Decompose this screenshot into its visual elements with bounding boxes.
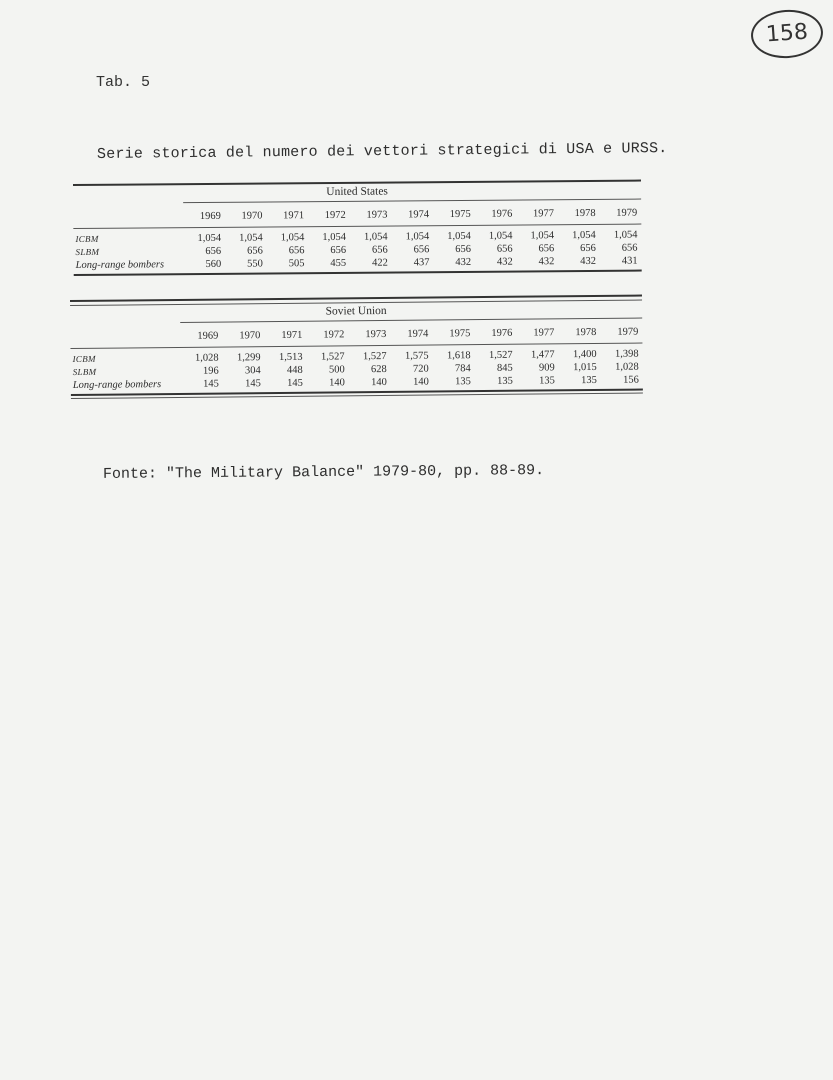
year-header: 1971 — [283, 210, 305, 222]
table-cell: 437 — [413, 257, 430, 269]
table-cell: 145 — [245, 378, 261, 390]
table-cell: 656 — [330, 244, 347, 256]
table-body — [73, 225, 641, 274]
table-cell: 656 — [205, 245, 222, 257]
table-cell: 1,575 — [404, 350, 429, 362]
year-header: 1974 — [408, 209, 430, 221]
row-label: ICBM — [75, 233, 99, 244]
table-cell: 145 — [287, 377, 303, 389]
year-header: 1978 — [575, 326, 597, 339]
page-number-circled: 158 — [749, 8, 824, 61]
row-label: SLBM — [75, 246, 100, 257]
table-cell: 1,015 — [572, 361, 597, 374]
table-cell: 656 — [580, 242, 596, 255]
year-header: 1976 — [491, 327, 513, 339]
year-header: 1969 — [199, 210, 221, 223]
table-cell: 196 — [202, 365, 219, 377]
year-header: 1970 — [239, 330, 261, 342]
table-cell: 431 — [621, 255, 638, 267]
table-cell: 304 — [244, 365, 261, 377]
table-cell: 135 — [455, 376, 471, 388]
table-cell: 432 — [455, 256, 472, 268]
table-cell: 845 — [496, 362, 513, 374]
table-cell: 1,054 — [488, 230, 513, 242]
table-cell: 1,527 — [362, 350, 387, 363]
table-cell: 1,054 — [405, 231, 430, 243]
table-cell: 1,618 — [446, 350, 471, 362]
table-cell: 135 — [580, 374, 597, 387]
year-header: 1975 — [449, 208, 471, 221]
table-cell: 1,054 — [280, 232, 305, 244]
year-header: 1977 — [533, 327, 555, 339]
table-cell: 432 — [538, 256, 555, 268]
table-cell: 784 — [454, 363, 471, 375]
table-cell: 909 — [538, 362, 555, 374]
table-cell: 145 — [203, 378, 219, 390]
year-header: 1974 — [407, 328, 429, 340]
year-header: 1979 — [617, 326, 639, 338]
table-cell: 656 — [496, 243, 513, 255]
table-cell: 1,028 — [614, 361, 639, 373]
table-body — [70, 344, 642, 394]
source-note: Fonte: "The Military Balance" 1979-80, pp. 88-89. — [102, 462, 545, 483]
year-header: 1979 — [616, 207, 638, 219]
year-header: 1975 — [449, 328, 471, 340]
table-cell: 140 — [413, 376, 429, 388]
table-cell: 656 — [538, 243, 555, 255]
year-header: 1971 — [281, 329, 303, 341]
table-cell: 628 — [370, 363, 387, 376]
year-header-row — [73, 206, 641, 225]
table-cell: 455 — [330, 257, 347, 269]
table-cell: 156 — [622, 374, 639, 386]
table-cell: 140 — [371, 376, 387, 389]
year-header: 1977 — [532, 208, 555, 220]
soviet-table — [70, 295, 643, 399]
row-label: SLBM — [72, 366, 97, 377]
year-header: 1973 — [366, 209, 388, 221]
table-cell: 1,299 — [236, 352, 261, 364]
table-cell: 1,527 — [488, 349, 513, 361]
table-cell: 500 — [328, 364, 345, 376]
year-header: 1976 — [491, 208, 513, 220]
table-cell: 135 — [496, 375, 513, 387]
year-header: 1973 — [365, 328, 387, 341]
table-cell: 656 — [621, 242, 638, 254]
table-cell: 656 — [247, 245, 263, 257]
table-cell: 550 — [247, 258, 263, 270]
table-title: United States — [326, 185, 388, 199]
table-cell: 1,400 — [572, 348, 597, 361]
row-label: Long-range bombers — [75, 259, 165, 271]
table-cell: 422 — [372, 257, 388, 269]
year-header: 1969 — [197, 330, 219, 342]
us-table — [73, 180, 642, 276]
year-header-row — [70, 325, 642, 345]
table-cell: 1,054 — [613, 229, 638, 241]
table-cell: 432 — [496, 256, 513, 268]
table-cell: 560 — [205, 258, 222, 270]
table-cell: 1,527 — [320, 351, 345, 363]
table-cell: 656 — [455, 243, 472, 255]
table-cell: 1,054 — [447, 230, 471, 243]
table-cell: 1,054 — [572, 229, 596, 242]
year-header: 1972 — [324, 209, 346, 222]
year-header: 1972 — [323, 329, 345, 341]
row-label: Long-range bombers — [72, 379, 162, 391]
table-cell: 1,028 — [194, 352, 219, 364]
table-cell: 448 — [286, 364, 303, 376]
table-cell: 1,477 — [530, 349, 555, 361]
table-cell: 1,054 — [322, 231, 347, 244]
table-cell: 656 — [413, 244, 430, 256]
table-cell: 1,054 — [197, 232, 222, 245]
row-label: ICBM — [72, 353, 96, 364]
table-cell: 505 — [288, 258, 305, 270]
table-cell: 656 — [371, 244, 388, 256]
table-label: Tab. 5 — [96, 74, 151, 91]
table-cell: 140 — [329, 377, 345, 389]
table-cell: 135 — [538, 375, 555, 387]
table-cell: 432 — [580, 255, 597, 268]
year-header: 1970 — [241, 210, 263, 222]
table-cell: 1,054 — [363, 231, 388, 243]
table-cell: 656 — [288, 245, 305, 257]
table-cell: 1,513 — [278, 351, 303, 363]
table-cell: 1,054 — [239, 232, 263, 244]
table-title: Soviet Union — [325, 304, 387, 318]
table-cell: 720 — [412, 363, 429, 375]
year-header: 1978 — [574, 207, 596, 220]
table-cell: 1,054 — [530, 230, 555, 242]
table-cell: 1,398 — [614, 348, 639, 360]
table-caption: Serie storica del numero dei vettori strategici di USA e URSS. — [96, 140, 668, 163]
